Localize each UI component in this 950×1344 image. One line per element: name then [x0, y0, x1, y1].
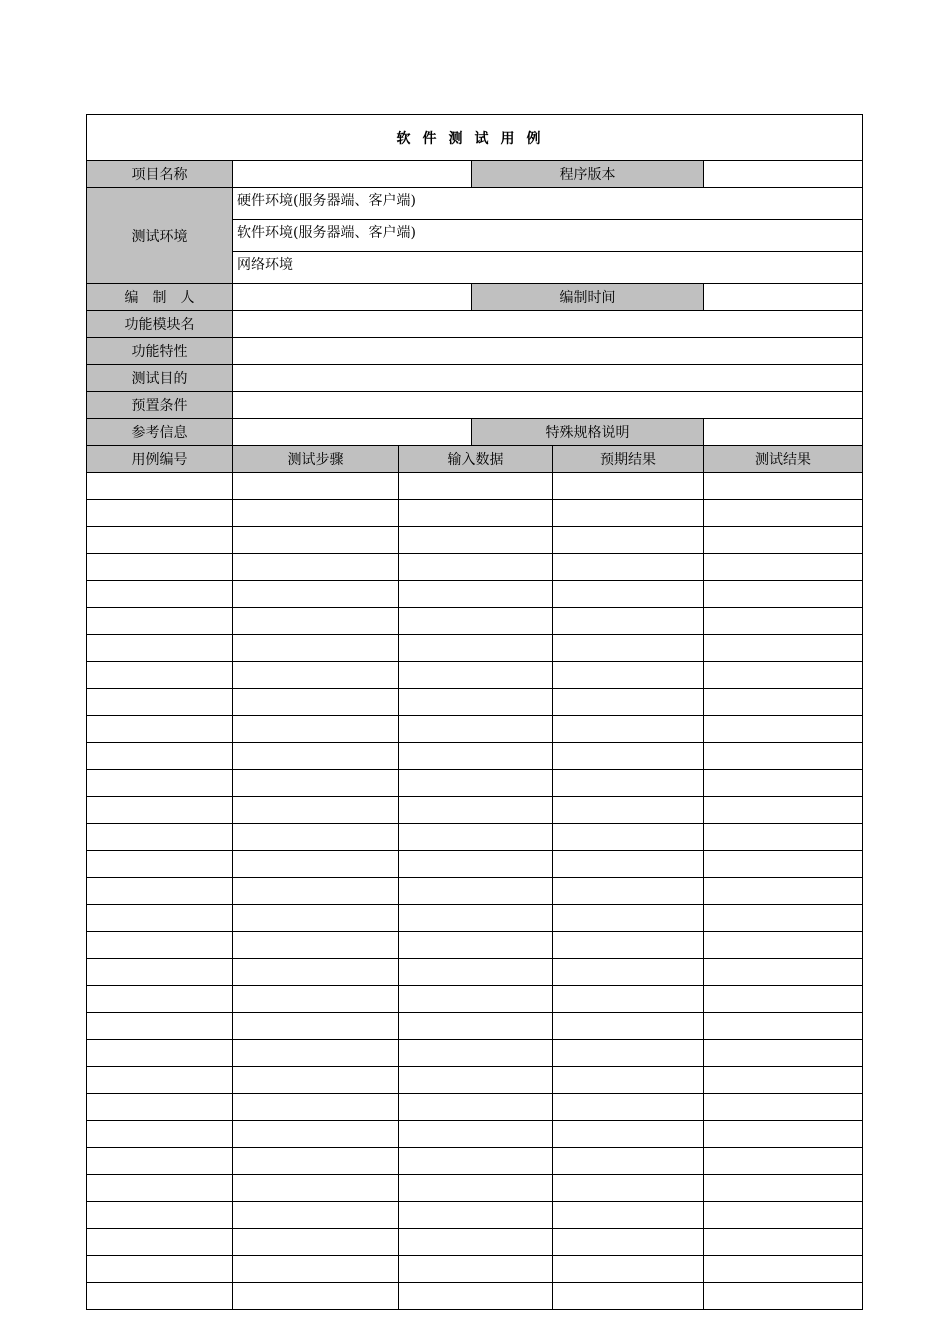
table-cell[interactable] — [233, 743, 399, 770]
table-cell[interactable] — [399, 959, 553, 986]
table-cell[interactable] — [399, 851, 553, 878]
table-cell[interactable] — [704, 1202, 863, 1229]
table-row — [87, 1175, 863, 1202]
table-cell[interactable] — [704, 1256, 863, 1283]
form-title: 软件测试用例 — [87, 115, 863, 161]
table-cell[interactable] — [553, 1067, 704, 1094]
reference-field[interactable] — [233, 419, 472, 446]
table-cell[interactable] — [399, 797, 553, 824]
table-cell[interactable] — [704, 851, 863, 878]
reference-label: 参考信息 — [87, 419, 233, 446]
table-cell[interactable] — [233, 959, 399, 986]
table-cell[interactable] — [233, 1013, 399, 1040]
table-cell[interactable] — [704, 770, 863, 797]
table-cell[interactable] — [399, 1148, 553, 1175]
table-cell[interactable] — [553, 1013, 704, 1040]
table-row — [87, 473, 863, 500]
table-cell[interactable] — [87, 1202, 233, 1229]
table-cell[interactable] — [87, 1013, 233, 1040]
table-cell[interactable] — [704, 797, 863, 824]
special-spec-label: 特殊规格说明 — [472, 419, 704, 446]
table-cell[interactable] — [553, 743, 704, 770]
table-cell[interactable] — [399, 1256, 553, 1283]
table-cell[interactable] — [87, 473, 233, 500]
table-row — [87, 1094, 863, 1121]
table-row — [87, 1121, 863, 1148]
table-cell[interactable] — [87, 1283, 233, 1310]
env-network-field[interactable] — [233, 252, 863, 284]
table-cell[interactable] — [399, 1175, 553, 1202]
table-cell[interactable] — [233, 1040, 399, 1067]
table-cell[interactable] — [553, 797, 704, 824]
table-row — [87, 662, 863, 689]
table-cell[interactable] — [87, 797, 233, 824]
cases-header-row — [87, 446, 863, 473]
table-cell[interactable] — [399, 932, 553, 959]
table-cell[interactable] — [87, 1256, 233, 1283]
table-cell[interactable] — [553, 851, 704, 878]
table-row — [87, 797, 863, 824]
table-cell[interactable] — [87, 1067, 233, 1094]
column-header: 用例编号 — [87, 446, 233, 473]
special-spec-field[interactable] — [704, 419, 863, 446]
table-cell[interactable] — [553, 554, 704, 581]
table-cell[interactable] — [704, 1094, 863, 1121]
table-row — [87, 500, 863, 527]
table-row — [87, 527, 863, 554]
table-cell[interactable] — [399, 1121, 553, 1148]
table-row — [87, 878, 863, 905]
table-cell[interactable] — [553, 581, 704, 608]
precondition-label: 预置条件 — [87, 392, 233, 419]
table-cell[interactable] — [704, 689, 863, 716]
table-cell[interactable] — [87, 716, 233, 743]
table-row — [87, 743, 863, 770]
table-cell[interactable] — [399, 581, 553, 608]
table-cell[interactable] — [233, 1229, 399, 1256]
table-cell[interactable] — [553, 500, 704, 527]
table-cell[interactable] — [87, 1175, 233, 1202]
table-row — [87, 1148, 863, 1175]
table-cell[interactable] — [233, 1067, 399, 1094]
table-cell[interactable] — [233, 851, 399, 878]
table-cell[interactable] — [553, 1148, 704, 1175]
table-row — [87, 1040, 863, 1067]
table-cell[interactable] — [704, 1013, 863, 1040]
table-cell[interactable] — [553, 824, 704, 851]
table-cell[interactable] — [553, 527, 704, 554]
table-cell[interactable] — [704, 1175, 863, 1202]
table-cell[interactable] — [87, 1040, 233, 1067]
table-cell[interactable] — [704, 1283, 863, 1310]
table-cell[interactable] — [553, 716, 704, 743]
test-env-label: 测试环境 — [87, 188, 233, 284]
table-cell[interactable] — [399, 1202, 553, 1229]
test-case-sheet — [86, 114, 862, 1310]
table-cell[interactable] — [87, 986, 233, 1013]
table-cell[interactable] — [233, 1148, 399, 1175]
table-cell[interactable] — [233, 1202, 399, 1229]
purpose-label: 测试目的 — [87, 365, 233, 392]
table-cell[interactable] — [87, 932, 233, 959]
feature-field[interactable] — [233, 338, 863, 365]
module-label: 功能模块名 — [87, 311, 233, 338]
table-row — [87, 770, 863, 797]
table-cell[interactable] — [553, 1229, 704, 1256]
table-cell[interactable] — [233, 986, 399, 1013]
table-row — [87, 1283, 863, 1310]
table-cell[interactable] — [399, 986, 553, 1013]
table-row — [87, 905, 863, 932]
table-cell[interactable] — [87, 1229, 233, 1256]
table-cell[interactable] — [233, 635, 399, 662]
table-row — [87, 851, 863, 878]
table-cell[interactable] — [87, 527, 233, 554]
program-version-field[interactable] — [704, 161, 863, 188]
table-cell[interactable] — [704, 1229, 863, 1256]
table-cell[interactable] — [704, 743, 863, 770]
purpose-field[interactable] — [233, 365, 863, 392]
table-cell[interactable] — [399, 878, 553, 905]
table-row — [87, 1256, 863, 1283]
table-cell[interactable] — [399, 770, 553, 797]
table-cell[interactable] — [233, 878, 399, 905]
table-cell[interactable] — [233, 1175, 399, 1202]
table-cell[interactable] — [399, 743, 553, 770]
table-cell[interactable] — [553, 1121, 704, 1148]
table-cell[interactable] — [399, 716, 553, 743]
table-row — [87, 716, 863, 743]
table-cell[interactable] — [553, 662, 704, 689]
table-cell[interactable] — [233, 824, 399, 851]
table-cell[interactable] — [553, 1202, 704, 1229]
table-cell[interactable] — [553, 635, 704, 662]
table-cell[interactable] — [87, 770, 233, 797]
author-label: 编 制 人 — [87, 284, 233, 311]
table-cell[interactable] — [87, 743, 233, 770]
table-row — [87, 635, 863, 662]
table-cell[interactable] — [553, 1175, 704, 1202]
table-cell[interactable] — [553, 1094, 704, 1121]
table-cell[interactable] — [399, 689, 553, 716]
table-cell[interactable] — [553, 770, 704, 797]
table-cell[interactable] — [233, 1121, 399, 1148]
table-cell[interactable] — [553, 986, 704, 1013]
table-cell[interactable] — [399, 500, 553, 527]
table-cell[interactable] — [704, 1040, 863, 1067]
table-cell[interactable] — [233, 500, 399, 527]
table-cell[interactable] — [233, 1094, 399, 1121]
env-network-label: 网络环境 — [237, 257, 293, 273]
table-cell[interactable] — [704, 473, 863, 500]
module-field[interactable] — [233, 311, 863, 338]
table-cell[interactable] — [233, 770, 399, 797]
table-cell[interactable] — [87, 959, 233, 986]
table-cell[interactable] — [399, 473, 553, 500]
table-cell[interactable] — [399, 608, 553, 635]
table-cell[interactable] — [87, 1121, 233, 1148]
cases-body — [87, 473, 863, 1310]
table-cell[interactable] — [704, 1067, 863, 1094]
table-cell[interactable] — [399, 1013, 553, 1040]
table-cell[interactable] — [87, 905, 233, 932]
table-cell[interactable] — [87, 554, 233, 581]
table-cell[interactable] — [553, 473, 704, 500]
table-row — [87, 1067, 863, 1094]
table-cell[interactable] — [233, 932, 399, 959]
table-cell[interactable] — [87, 689, 233, 716]
table-row — [87, 1013, 863, 1040]
table-cell[interactable] — [704, 905, 863, 932]
table-row — [87, 689, 863, 716]
table-cell[interactable] — [399, 554, 553, 581]
table-cell[interactable] — [553, 1040, 704, 1067]
table-cell[interactable] — [553, 905, 704, 932]
table-cell[interactable] — [704, 1121, 863, 1148]
env-software-field[interactable] — [233, 220, 863, 252]
table-cell[interactable] — [87, 662, 233, 689]
table-cell[interactable] — [553, 689, 704, 716]
table-cell[interactable] — [233, 1256, 399, 1283]
table-cell[interactable] — [399, 662, 553, 689]
table-cell[interactable] — [233, 797, 399, 824]
table-cell[interactable] — [233, 662, 399, 689]
feature-label: 功能特性 — [87, 338, 233, 365]
table-cell[interactable] — [704, 554, 863, 581]
env-software-label: 软件环境(服务器端、客户端) — [237, 225, 416, 241]
table-cell[interactable] — [704, 986, 863, 1013]
table-cell[interactable] — [399, 1094, 553, 1121]
table-row — [87, 986, 863, 1013]
table-cell[interactable] — [399, 1067, 553, 1094]
table-row — [87, 959, 863, 986]
table-cell[interactable] — [87, 581, 233, 608]
table-cell[interactable] — [553, 959, 704, 986]
table-cell[interactable] — [233, 527, 399, 554]
table-cell[interactable] — [87, 1094, 233, 1121]
precondition-field[interactable] — [233, 392, 863, 419]
table-cell[interactable] — [233, 905, 399, 932]
table-cell[interactable] — [704, 581, 863, 608]
table-row — [87, 554, 863, 581]
table-cell[interactable] — [233, 554, 399, 581]
table-cell[interactable] — [704, 959, 863, 986]
env-hardware-label: 硬件环境(服务器端、客户端) — [237, 193, 416, 209]
table-cell[interactable] — [87, 1148, 233, 1175]
table-cell[interactable] — [87, 500, 233, 527]
created-time-field[interactable] — [704, 284, 863, 311]
table-cell[interactable] — [399, 527, 553, 554]
table-cell[interactable] — [87, 608, 233, 635]
table-cell[interactable] — [233, 581, 399, 608]
table-cell[interactable] — [704, 932, 863, 959]
table-cell[interactable] — [87, 824, 233, 851]
table-row — [87, 1229, 863, 1256]
table-cell[interactable] — [87, 851, 233, 878]
table-cell[interactable] — [399, 1283, 553, 1310]
table-cell[interactable] — [553, 1283, 704, 1310]
table-cell[interactable] — [704, 662, 863, 689]
table-cell[interactable] — [87, 635, 233, 662]
project-name-field[interactable] — [233, 161, 472, 188]
table-cell[interactable] — [233, 608, 399, 635]
table-cell[interactable] — [704, 824, 863, 851]
table-cell[interactable] — [553, 878, 704, 905]
column-header: 输入数据 — [399, 446, 553, 473]
table-row — [87, 608, 863, 635]
table-cell[interactable] — [704, 1148, 863, 1175]
table-cell[interactable] — [704, 716, 863, 743]
created-time-label: 编制时间 — [472, 284, 704, 311]
table-cell[interactable] — [399, 635, 553, 662]
table-row — [87, 1202, 863, 1229]
table-cell[interactable] — [704, 500, 863, 527]
column-header: 测试结果 — [704, 446, 863, 473]
project-name-label: 项目名称 — [87, 161, 233, 188]
env-hardware-field[interactable] — [233, 188, 863, 220]
table-cell[interactable] — [233, 1283, 399, 1310]
table-row — [87, 581, 863, 608]
table-row — [87, 824, 863, 851]
table-cell[interactable] — [233, 473, 399, 500]
column-header: 预期结果 — [553, 446, 704, 473]
table-cell[interactable] — [87, 878, 233, 905]
author-field[interactable] — [233, 284, 472, 311]
table-cell[interactable] — [553, 608, 704, 635]
test-case-form — [86, 114, 863, 1310]
table-cell[interactable] — [233, 716, 399, 743]
table-cell[interactable] — [399, 1040, 553, 1067]
program-version-label: 程序版本 — [472, 161, 704, 188]
table-cell[interactable] — [704, 635, 863, 662]
table-cell[interactable] — [704, 527, 863, 554]
table-cell[interactable] — [399, 905, 553, 932]
table-cell[interactable] — [704, 608, 863, 635]
table-cell[interactable] — [553, 1256, 704, 1283]
table-cell[interactable] — [399, 1229, 553, 1256]
table-cell[interactable] — [553, 932, 704, 959]
table-cell[interactable] — [704, 878, 863, 905]
column-header: 测试步骤 — [233, 446, 399, 473]
table-cell[interactable] — [233, 689, 399, 716]
table-cell[interactable] — [399, 824, 553, 851]
table-row — [87, 932, 863, 959]
